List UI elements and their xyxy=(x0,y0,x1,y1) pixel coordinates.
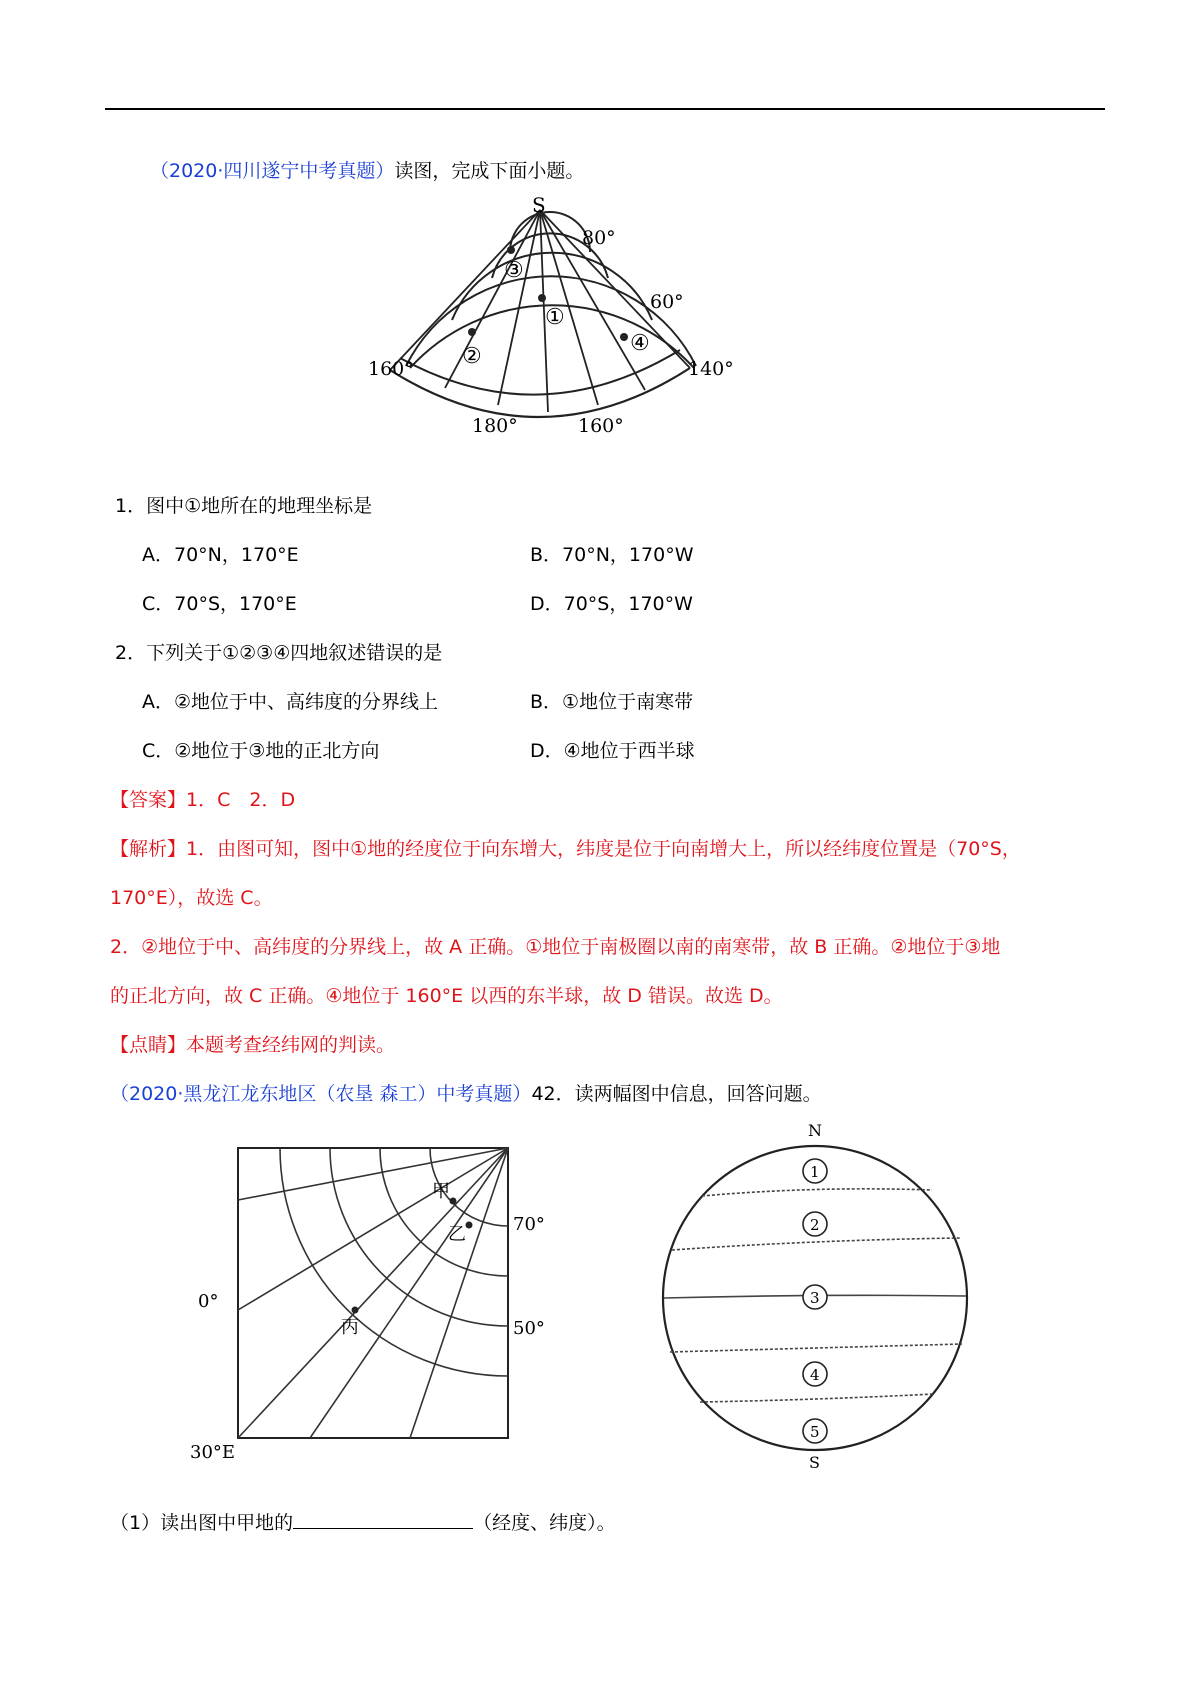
q1-option-c: C．70°S，170°E xyxy=(142,593,297,615)
lon-label-west-160: 160° xyxy=(368,358,414,380)
pole-label: S xyxy=(532,193,546,217)
point-4-label: ④ xyxy=(630,331,650,356)
label-bing: 丙 xyxy=(341,1317,359,1338)
point-jia-dot xyxy=(450,1198,457,1205)
q1-header xyxy=(150,158,584,184)
meridians xyxy=(390,210,690,412)
north-label: N xyxy=(808,1121,822,1140)
arctic-circle-line xyxy=(702,1189,932,1196)
point-3-dot xyxy=(507,246,515,254)
q2-header xyxy=(110,1081,822,1107)
zone-4-label: 4 xyxy=(810,1366,820,1384)
answer-blank[interactable] xyxy=(293,1510,473,1529)
q1-stem: 读图，完成下面小题。 xyxy=(394,160,585,182)
sub-question-1 xyxy=(110,1510,616,1536)
latitude-arc-40 xyxy=(280,1148,508,1376)
question-1-stem: 1．图中①地所在的地理坐标是 xyxy=(115,495,373,517)
lat-label-60: 60° xyxy=(650,291,684,313)
outer-latitude-line xyxy=(400,350,680,395)
zone-5-label: 5 xyxy=(810,1423,820,1441)
analysis-line-4: 的正北方向，故 C 正确。④地位于 160°E 以西的东半球，故 D 错误。故选 D。 xyxy=(110,985,783,1007)
q2-option-d: D．④地位于西半球 xyxy=(530,740,695,762)
q2-option-c: C．②地位于③地的正北方向 xyxy=(142,740,380,762)
point-1-dot xyxy=(538,294,546,302)
latitude-arc-50 xyxy=(330,1148,508,1326)
point-3-label: ③ xyxy=(504,258,524,283)
meridian-rays xyxy=(238,1148,508,1438)
sub-question-prefix: （1）读出图中甲地的 xyxy=(110,1512,294,1534)
sub-question-suffix: （经度、纬度）。 xyxy=(473,1512,616,1534)
point-2-label: ② xyxy=(462,344,482,369)
q2-source: （2020·黑龙江龙东地区（农垦 森工）中考真题） xyxy=(110,1083,532,1105)
point-bing-dot xyxy=(352,1307,359,1314)
analysis-line-1: 【解析】1．由图可知，图中①地的经度位于向东增大，纬度是位于向南增大上，所以经纬度位置是（70°S， xyxy=(110,838,1021,860)
point-yi-dot xyxy=(466,1222,473,1229)
lon-label-140: 140° xyxy=(688,358,734,380)
polar-grid-figure xyxy=(368,193,780,465)
q1-option-a: A．70°N，170°E xyxy=(142,544,299,566)
label-30e: 30°E xyxy=(190,1442,236,1463)
q1-option-d: D．70°S，170°W xyxy=(530,593,693,615)
label-70: 70° xyxy=(513,1214,545,1235)
square-grid-figure xyxy=(180,1140,545,1463)
label-0: 0° xyxy=(198,1291,219,1312)
analysis-line-2: 170°E），故选 C。 xyxy=(110,887,273,909)
comment-line: 【点睛】本题考查经纬网的判读。 xyxy=(110,1034,396,1056)
south-label: S xyxy=(809,1453,820,1472)
zone-3-label: 3 xyxy=(810,1289,820,1307)
antarctic-circle-line xyxy=(700,1394,934,1402)
point-4-dot xyxy=(620,333,628,341)
lat-label-80: 80° xyxy=(582,227,616,249)
q2-option-a: A．②地位于中、高纬度的分界线上 xyxy=(142,691,439,713)
header-rule xyxy=(105,108,1105,110)
label-50: 50° xyxy=(513,1318,545,1339)
tropic-of-capricorn-line xyxy=(670,1344,962,1352)
tropic-of-cancer-line xyxy=(672,1238,960,1250)
latitude-arc-60 xyxy=(380,1148,508,1276)
point-1-label: ① xyxy=(545,305,565,330)
point-2-dot xyxy=(468,328,476,336)
lon-label-east-160: 160° xyxy=(578,415,624,437)
zone-2-label: 2 xyxy=(810,1216,820,1234)
analysis-line-3: 2．②地位于中、高纬度的分界线上，故 A 正确。①地位于南极圈以南的南寒带，故 B 正确。②地位于③地 xyxy=(110,936,1001,958)
q2-option-b: B．①地位于南寒带 xyxy=(530,691,694,713)
label-yi: 乙 xyxy=(448,1224,466,1245)
zone-1-label: 1 xyxy=(810,1163,820,1181)
question-2-stem: 2．下列关于①②③④四地叙述错误的是 xyxy=(115,642,443,664)
q2-stem: 42．读两幅图中信息，回答问题。 xyxy=(531,1083,822,1105)
q1-option-b: B．70°N，170°W xyxy=(530,544,694,566)
label-jia: 甲 xyxy=(432,1181,450,1202)
q1-source: （2020·四川遂宁中考真题） xyxy=(150,160,395,182)
answer-line: 【答案】1．C 2．D xyxy=(110,789,296,811)
lon-label-180: 180° xyxy=(472,415,518,437)
globe-zones-figure xyxy=(640,1118,990,1472)
